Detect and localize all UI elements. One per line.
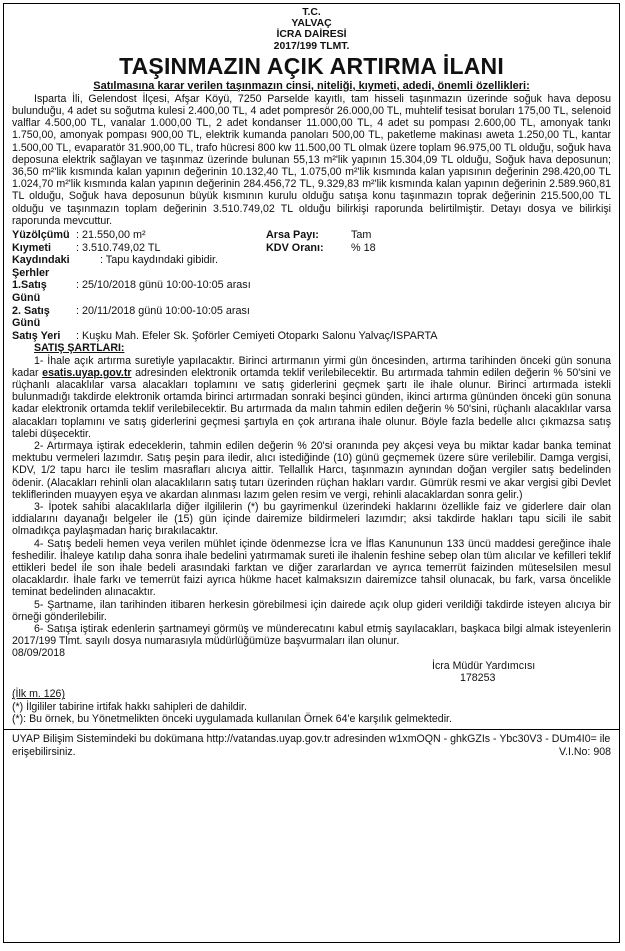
condition-6: 6- Satışa iştirak edenlerin şartnameyi görmüş ve münderecatını kabul etmiş sayılacakları, başkaca bilgi almak isteyenlerin 2017/199 Tlmt. sayılı dosya numarasıyla müdürlüğümüze başvurmaları ilan olunur.: [12, 623, 611, 648]
second-sale-label: 2. Satış Günü: [12, 304, 50, 330]
area-value: : 21.550,00 m²: [76, 229, 146, 242]
page-title: TAŞINMAZIN AÇIK ARTIRMA İLANI: [119, 52, 504, 79]
subtitle: Satılmasına karar verilen taşınmazın cinsi, niteliği, kıymeti, adedi, önemli özellikleri:: [93, 79, 530, 92]
first-sale-row: [12, 279, 611, 304]
vat-label: KDV Oranı:: [266, 241, 324, 254]
property-description: Isparta İli, Gelendost İlçesi, Afşar Köyü, 7250 Parselde kayıtlı, tam hisseli taşınmazın üzerinde soğuk hava deposu bulunduğu, 4 adet su soğutma kulesi 2.400,00 TL, 4 adet pompresör 26.000,00 TL, muhtelif tesisat boruları 175,00 TL, selenoid valflar 4.500,00 TL, vanalar 1.000,00 TL, 2 adet kondanser 11.000,00 TL, 4 adet su pompası 2.600,00 TL, amonyak tankı 1.750,00, amonyak pompası 900,00 TL, elektrik kumanda panoları 500,00 TL, paketleme makinası aweta 1.250,00 TL, kantar 1.500,00 TL, evaparatör 31.900,00 TL, trafo hücresi 800 kw 11.500,00 TL olmak üzere toplam 96.975,00 TL olduğu, soğuk hava deposuna elektrik sağlayan ve taşınmaz üzerinde bulunan 55,13 m²'lik yapının 15.304,09 TL olduğu, Soğuk hava deposunun; 36,50 m²'lik kısmında kalan yapının değerinin 10.132,40 TL, 1.075,00 m²'lik kısmında kalan yapısının değerinin 298.420,00 TL 1.024,70 m²'lik kısmında kalan yapının değerinin 284.456,72 TL, 9.329,83 m²'lik kısmında kalan yapının değerinin 2.589.960,81 TL olduğu, Soğuk hava deposunun büyük kısmının kurulu olduğu satışa konu taşınmazın toprak değerinin 215.500,00 TL olduğu ve taşınmazın toplam değerinin 3.510.749,02 TL olduğu bilirkişi raporunda belirtilmiştir. Detayı dosya ve bilirkişi raporunda mevcuttur.: [12, 92, 611, 227]
header-district: YALVAÇ: [291, 18, 332, 30]
signature-title: İcra Müdür Yardımcısı: [432, 659, 536, 672]
signature-block: [432, 660, 611, 685]
first-sale-label: 1.Satış Günü: [12, 279, 47, 305]
condition-3: 3- İpotek sahibi alacaklılarla diğer ilgililerin (*) bu gayrimenkul üzerindeki haklarını özellikle faiz ve giderlere dair olan iddialarını dayanağı belgeler ile (15) gün içinde dairemize bildirmeleri lazımdır; aksi takdirde hakları tapu sicili ile sabit olmadıkça paylaşmadan hariç bırakılacaktır.: [12, 501, 611, 538]
header-tc: T.C.: [302, 7, 321, 18]
ilk-reference: (İlk m. 126): [12, 688, 65, 701]
sale-place-row: [12, 330, 611, 343]
footer-text: UYAP Bilişim Sistemindeki bu dokümana http://vatandas.uyap.gov.tr adresinden w1xmOQN - ghkGZIs - Ybc30V3 - DUm4I0= ile erişebilirsiniz.: [12, 733, 611, 758]
area-label: Yüzölçümü: [12, 229, 70, 242]
announcement-date: 08/09/2018: [12, 647, 66, 660]
second-sale-row: [12, 305, 611, 330]
sale-place-value: : Kuşku Mah. Efeler Sk. Şoförler Cemiyeti Otoparkı Salonu Yalvaç/ISPARTA: [76, 329, 438, 342]
header-file-no: 2017/199 TLMT.: [273, 40, 350, 52]
value-label: Kıymeti: [12, 241, 52, 254]
annotations-label: Kaydındaki Şerhler: [12, 254, 70, 279]
land-share-label: Arsa Payı:: [266, 229, 319, 242]
signature-number: 178253: [460, 672, 496, 685]
note-2: (*): Bu örnek, bu Yönetmelikten önceki uygulamada kullanılan Örnek 64'e karşılık gelmektedir.: [12, 712, 452, 725]
announcement-page: [3, 3, 620, 943]
condition-1-text-a: 1- İhale açık artırma suretiyle yapılacaktır. Birinci artırmanın yirmi gün öncesinden, artırma tarihinden önceki gün sonuna kadar: [12, 354, 611, 379]
vat-value: % 18: [351, 241, 376, 254]
property-info-grid: [12, 229, 611, 254]
annotations-value: : Tapu kaydındaki gibidir.: [100, 254, 219, 267]
value-value: : 3.510.749,02 TL: [76, 241, 161, 254]
second-sale-value: : 20/11/2018 günü 10:00-10:05 arası: [76, 304, 250, 317]
sale-info: [12, 254, 611, 342]
footer: [4, 729, 619, 758]
conditions-title: SATIŞ ŞARTLARI:: [34, 342, 125, 355]
annotations-row: [12, 254, 611, 279]
version-number: V.I.No: 908: [558, 745, 611, 758]
first-sale-value: : 25/10/2018 günü 10:00-10:05 arası: [76, 279, 251, 292]
condition-1-text-b: adresinden elektronik ortamda teklif verilebilecektir. Bu artırmada tahmin edilen değerin % 50'sini ve rüçhanlı alacaklılar varsa alacakları toplamını ve satış giderlerini geçmek şartı ile ihale olunur. Birinci artırmada istekli bulunmadığı takdirde elektronik ortamda birinci artırmadan sonraki beşinci günden, ikinci artırma gününden önceki gün sonuna kadar elektronik ortamda teklif verilebilecektir. Bu artırmada da malın tahmin edilen değerin % 50'sini, rüçhanlı alacaklılar varsa alacakları toplamını ve satış giderlerini geçmesi şartıyla en çok artırana ihale olunur. Böyle fazla bedelle alıcı çıkmazsa satış talebi düşecektir.: [12, 366, 611, 440]
header-office: İCRA DAİRESİ: [276, 29, 347, 41]
land-share-value: Tam: [351, 229, 372, 242]
condition-2: 2- Artırmaya iştirak edeceklerin, tahmin edilen değerin % 20'si oranında pey akçesi veya bu miktar kadar banka teminat mektubu vermeleri lazımdır. Satış peşin para iledir, alıcı istediğinde (10) günü geçmemek üzere süre verilebilir. Damga vergisi, KDV, 1/2 tapu harcı ile teslim masrafları alıcıya aittir. Tellallık Harcı, taşınmazın aynından doğan vergiler satış bedelinden ödenir. (Alacakları rehinli olan alacaklıların satış tutarı üzerinden rüçhan hakları vardır. Gümrük resmi ve akar vergisi gibi Devlet tekliflerinden muayyen eşya ve akardan alınması lazım gelen resim ve vergi, rehinli alacaklardan sonra gelir.): [12, 440, 611, 501]
note-1: (*) İlgililer tabirine irtifak hakkı sahipleri de dahildir.: [12, 700, 247, 713]
esatis-link[interactable]: esatis.uyap.gov.tr: [42, 366, 132, 379]
header: [12, 7, 611, 52]
condition-1: [12, 355, 611, 440]
condition-5: 5- Şartname, ilan tarihinden itibaren herkesin görebilmesi için dairede açık olup gideri verildiği takdirde isteyen alıcıya bir örneği gönderilebilir.: [12, 598, 611, 623]
sale-place-label: Satış Yeri: [12, 329, 61, 342]
condition-4: 4- Satış bedeli hemen veya verilen mühlet içinde ödenmezse İcra ve İflas Kanununun 133 üncü maddesi gereğince ihale feshedilir. İhaleye katılıp daha sonra ihale bedelini yatırmamak sureti ile ihalenin feshine sebep olan tüm alıcılar ve kefilleri teklif ettikleri bedel ile son ihale bedeli arasındaki farktan ve diğer zararlardan ve ayrıca temerrüt faizinden müteselsilen mesul olacaklardır. İhale farkı ve temerrüt faizi ayrıca hükme hacet kalmaksızın dairemizce tahsil olunacak, bu fark, varsa öncelikle teminat bedelinden alınacaktır.: [12, 537, 611, 599]
